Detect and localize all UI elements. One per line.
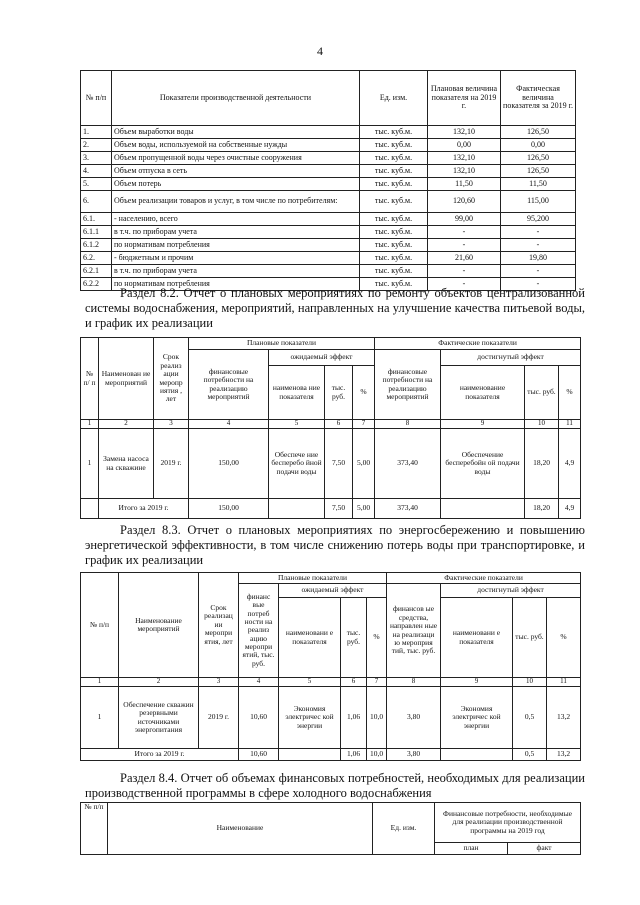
row-unit: тыс. куб.м. (360, 265, 428, 278)
header-effect-name-actual: наименование показателя (441, 366, 525, 420)
header-effect-name-actual: наименовани е показателя (441, 598, 513, 678)
header-actual: Фактические показатели (387, 573, 581, 584)
total-fin-actual: 3,80 (387, 749, 441, 761)
row-fact: - (501, 278, 576, 291)
header-fin-needs: Финансовые потребности, необходимые для реализации производственной программы на 2019 год (435, 803, 581, 843)
row-fact: 95,200 (501, 213, 576, 226)
header-fin-need-actual: финансовые потребности на реализацию мероприятий (375, 350, 441, 420)
header-percent-actual: % (547, 598, 581, 678)
row-effect-actual: Обеспечение бесперебойн ой подачи воды (441, 429, 525, 499)
row-plan: 21,60 (428, 252, 501, 265)
header-effect-name: наименовани е показателя (279, 598, 341, 678)
row-effect: Экономия электричес кой энергии (279, 687, 341, 749)
header-percent-actual: % (559, 366, 581, 420)
row-rub: 1,06 (341, 687, 367, 749)
production-indicators-table (80, 70, 576, 291)
column-numbers-row: 1 2 3 4 5 6 7 8 9 10 11 (81, 678, 581, 687)
table-row (81, 239, 576, 252)
row-fact: 126,50 (501, 165, 576, 178)
header-num: № п/п (81, 573, 119, 678)
row-term: 2019 г. (199, 687, 239, 749)
row-rub: 7,50 (325, 429, 353, 499)
header-name: Наименование мероприятий (119, 573, 199, 678)
header-term: Срок реализац ии меропри ятия, лет (199, 573, 239, 678)
row-name: Объем потерь (112, 178, 360, 191)
row-plan: - (428, 265, 501, 278)
total-fin-actual: 373,40 (375, 499, 441, 519)
header-name: Наименование (108, 803, 373, 855)
row-pct: 5,00 (353, 429, 375, 499)
header-expected-effect: ожидаемый эффект (279, 584, 387, 598)
header-fin-need: финанс вые потреб ности на реализ ацию меропри ятий, тыс. руб. (239, 584, 279, 678)
row-num: 6.1.1 (81, 226, 112, 239)
total-pct: 5,00 (353, 499, 375, 519)
row-unit: тыс. куб.м. (360, 152, 428, 165)
total-label: Итого за 2019 г. (99, 499, 189, 519)
row-num: 6.2.2 (81, 278, 112, 291)
row-num: 6.1.2 (81, 239, 112, 252)
energy-saving-table (80, 572, 581, 761)
header-plan: план (435, 843, 508, 855)
row-fin-actual: 3,80 (387, 687, 441, 749)
table-row (81, 687, 581, 749)
total-pct-actual: 13,2 (547, 749, 581, 761)
total-rub: 7,50 (325, 499, 353, 519)
row-plan: 132,10 (428, 152, 501, 165)
row-rub-actual: 18,20 (525, 429, 559, 499)
row-num: 6. (81, 191, 112, 213)
header-num: № п/ п (81, 338, 99, 420)
row-pct-actual: 13,2 (547, 687, 581, 749)
total-label: Итого за 2019 г. (81, 749, 239, 761)
row-unit: тыс. куб.м. (360, 226, 428, 239)
header-achieved-effect: достигнутый эффект (441, 584, 581, 598)
header-planned: Плановые показатели (189, 338, 375, 350)
section-8-4-title: Раздел 8.4. Отчет об объемах финансовых потребностей, необходимых для реализации производственной программы в сфере холодного водоснабжения (85, 771, 585, 800)
row-fin: 150,00 (189, 429, 269, 499)
table-row (81, 165, 576, 178)
row-pct-actual: 4,9 (559, 429, 581, 499)
header-percent: % (367, 598, 387, 678)
header-plan: Плановая величина показателя на 2019 г. (428, 71, 501, 126)
header-thous-rub: тыс. руб. (341, 598, 367, 678)
row-name: Объем реализации товаров и услуг, в том числе по потребителям: (112, 191, 360, 213)
row-num: 5. (81, 178, 112, 191)
row-effect-actual: Экономия электричес кой энергии (441, 687, 513, 749)
header-fin-need: финансовые потребности на реализацию мероприятий (189, 350, 269, 420)
header-thous-rub: тыс. руб. (325, 366, 353, 420)
row-rub-actual: 0,5 (513, 687, 547, 749)
row-fact: 115,00 (501, 191, 576, 213)
row-fact: - (501, 226, 576, 239)
header-thous-rub-actual: тыс. руб. (525, 366, 559, 420)
row-plan: 11,50 (428, 178, 501, 191)
row-num: 1. (81, 126, 112, 139)
table-row (81, 213, 576, 226)
header-fact: факт (508, 843, 581, 855)
total-fin: 150,00 (189, 499, 269, 519)
row-plan: 99,00 (428, 213, 501, 226)
row-unit: тыс. куб.м. (360, 252, 428, 265)
header-indicator: Показатели производственной деятельности (112, 71, 360, 126)
row-unit: тыс. куб.м. (360, 278, 428, 291)
row-fact: - (501, 239, 576, 252)
row-plan: - (428, 239, 501, 252)
row-fact: 0,00 (501, 139, 576, 152)
row-unit: тыс. куб.м. (360, 178, 428, 191)
total-pct-actual: 4,9 (559, 499, 581, 519)
total-rub-actual: 0,5 (513, 749, 547, 761)
total-row (81, 499, 581, 519)
row-fact: - (501, 265, 576, 278)
header-num: № п/п (81, 71, 112, 126)
page-number: 4 (317, 44, 323, 58)
row-unit: тыс. куб.м. (360, 126, 428, 139)
row-name: - населению, всего (112, 213, 360, 226)
row-unit: тыс. куб.м. (360, 139, 428, 152)
total-rub: 1,06 (341, 749, 367, 761)
header-achieved-effect: достигнутый эффект (441, 350, 581, 366)
header-percent: % (353, 366, 375, 420)
row-plan: - (428, 226, 501, 239)
row-name: Объем пропущенной воды через очистные сооружения (112, 152, 360, 165)
row-term: 2019 г. (154, 429, 189, 499)
row-num: 4. (81, 165, 112, 178)
row-pct: 10,0 (367, 687, 387, 749)
row-unit: тыс. куб.м. (360, 239, 428, 252)
header-name: Наименован ие мероприятий (99, 338, 154, 420)
row-num: 1 (81, 687, 119, 749)
row-num: 3. (81, 152, 112, 165)
header-expected-effect: ожидаемый эффект (269, 350, 375, 366)
row-name: в т.ч. по приборам учета (112, 226, 360, 239)
row-name: Объем воды, используемой на собственные нужды (112, 139, 360, 152)
row-unit: тыс. куб.м. (360, 213, 428, 226)
total-rub-actual: 18,20 (525, 499, 559, 519)
section-8-3-title: Раздел 8.3. Отчет о плановых мероприятиях по энергосбережению и повышению энергетической эффективности, в том числе снижению потерь воды при транспортировке, и график их реализации (85, 523, 585, 567)
row-num: 1 (81, 429, 99, 499)
table-row (81, 252, 576, 265)
header-effect-name: наименова ние показателя (269, 366, 325, 420)
header-fin-actual: финансов ые средства, направлен ные на реализаци ю мероприя тий, тыс. руб. (387, 584, 441, 678)
row-num: 6.2. (81, 252, 112, 265)
table-row (81, 191, 576, 213)
row-plan: - (428, 278, 501, 291)
header-thous-rub-actual: тыс. руб. (513, 598, 547, 678)
column-numbers-row: 1 2 3 4 5 6 7 8 9 10 11 (81, 420, 581, 429)
row-name: Объем отпуска в сеть (112, 165, 360, 178)
total-row (81, 749, 581, 761)
row-name: по нормативам потребления (112, 278, 360, 291)
header-unit: Ед. изм. (360, 71, 428, 126)
row-name: Объем выработки воды (112, 126, 360, 139)
row-name: Замена насоса на скважине (99, 429, 154, 499)
section-8-2-title: Раздел 8.2. Отчет о плановых мероприятиях по ремонту объектов централизованной системы водоснабжения, мероприятий, направленных на улучшение качества питьевой воды, и график их реализации (85, 286, 585, 330)
row-plan: 132,10 (428, 165, 501, 178)
table-row (81, 226, 576, 239)
table-header-row (81, 71, 576, 126)
row-unit: тыс. куб.м. (360, 191, 428, 213)
row-fin-actual: 373,40 (375, 429, 441, 499)
row-effect: Обеспече ние бесперебо йной подачи воды (269, 429, 325, 499)
row-plan: 120,60 (428, 191, 501, 213)
row-name: - бюджетным и прочим (112, 252, 360, 265)
row-num: 6.1. (81, 213, 112, 226)
row-fact: 126,50 (501, 126, 576, 139)
header-fact: Фактическая величина показателя за 2019 г. (501, 71, 576, 126)
row-fin: 10,60 (239, 687, 279, 749)
row-plan: 132,10 (428, 126, 501, 139)
header-num: № п/п (81, 803, 108, 855)
repair-activities-table (80, 337, 581, 519)
total-fin: 10,60 (239, 749, 279, 761)
table-row (81, 139, 576, 152)
row-fact: 11,50 (501, 178, 576, 191)
row-fact: 126,50 (501, 152, 576, 165)
row-plan: 0,00 (428, 139, 501, 152)
row-name: Обеспечение скважин резервными источниками энергопитания (119, 687, 199, 749)
header-term: Срок реализ ации меропр иятия , лет (154, 338, 189, 420)
table-row (81, 126, 576, 139)
table-row (81, 429, 581, 499)
row-name: по нормативам потребления (112, 239, 360, 252)
row-unit: тыс. куб.м. (360, 165, 428, 178)
table-row (81, 178, 576, 191)
row-num: 2. (81, 139, 112, 152)
financial-needs-table (80, 802, 581, 855)
row-fact: 19,80 (501, 252, 576, 265)
header-actual: Фактические показатели (375, 338, 581, 350)
table-row (81, 265, 576, 278)
header-unit: Ед. изм. (373, 803, 435, 855)
header-planned: Плановые показатели (239, 573, 387, 584)
total-pct: 10,0 (367, 749, 387, 761)
table-row (81, 152, 576, 165)
row-num: 6.2.1 (81, 265, 112, 278)
row-name: в т.ч. по приборам учета (112, 265, 360, 278)
